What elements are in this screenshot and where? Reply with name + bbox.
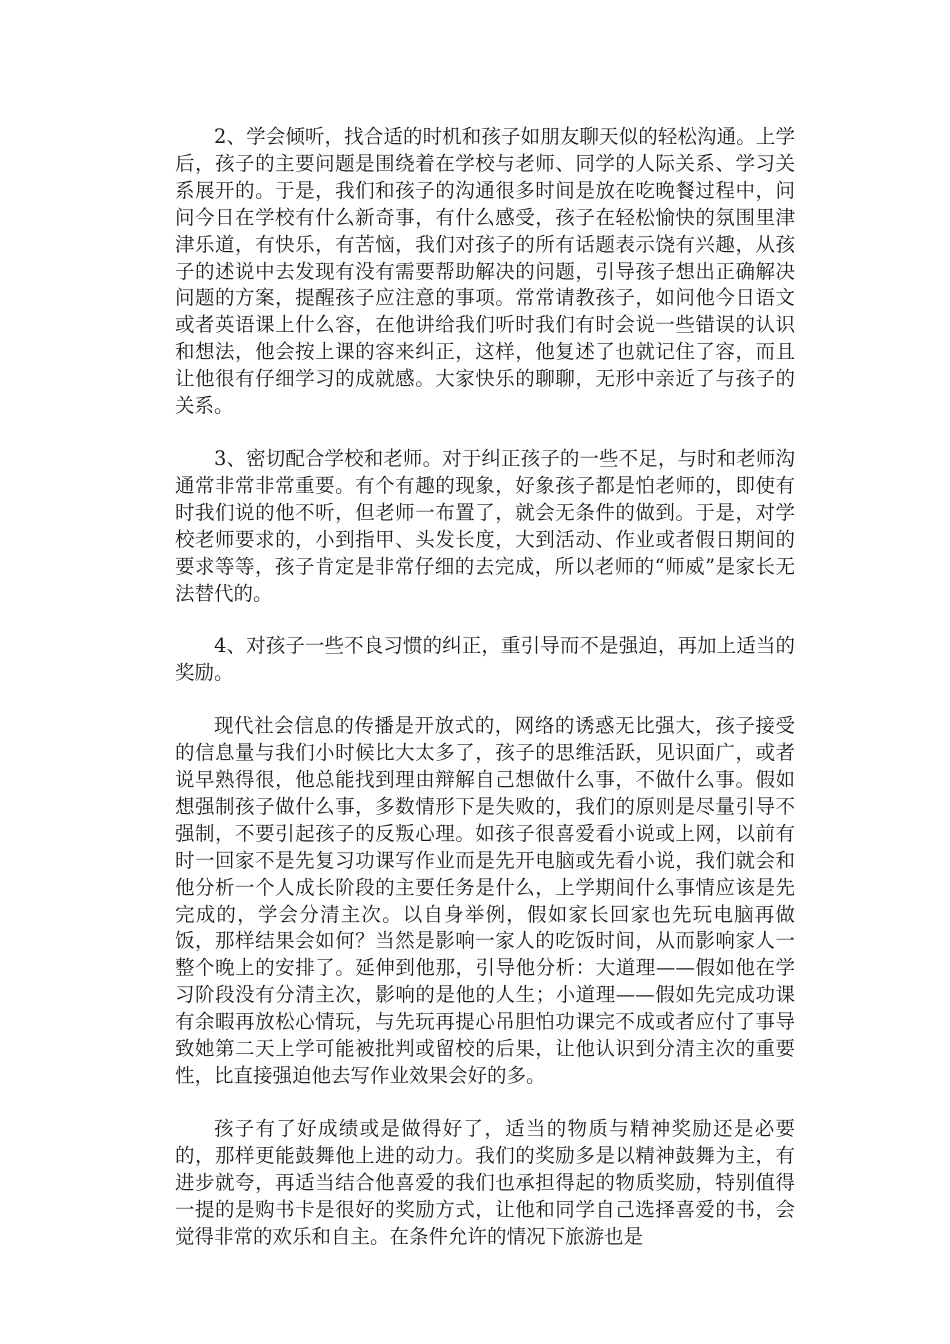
paragraph-school-cooperation: 3、密切配合学校和老师。对于纠正孩子的一些不足，与时和老师沟通常非常非常重要。有个有趣的现象，好象孩子都是怕老师的，即使有时我们说的他不听，但老师一布置了，就会无条件的做到。于是，对学校老师要求的，小到指甲、头发长度，大到活动、作业或者假日期间的要求等等，孩子肯定是非常仔细的去完成，所以老师的“师威”是家长无法替代的。 xyxy=(175,446,795,605)
paragraph-listening: 2、学会倾听，找合适的时机和孩子如朋友聊天似的轻松沟通。上学后，孩子的主要问题是围绕着在学校与老师、同学的人际关系、学习关系展开的。于是，我们和孩子的沟通很多时间是放在吃晚餐过程中，问问今日在学校有什么新奇事，有什么感受，孩子在轻松愉快的氛围里津津乐道，有快乐，有苦恼，我们对孩子的所有话题表示饶有兴趣，从孩子的述说中去发现有没有需要帮助解决的问题，引导孩子想出正确解决问题的方案，提醒孩子应注意的事项。常常请教孩子，如问他今日语文或者英语课上什么容，在他讲给我们听时我们有时会说一些错误的认识和想法，他会按上课的容来纠正，这样，他复述了也就记住了容，而且让他很有仔细学习的成就感。大家快乐的聊聊，无形中亲近了与孩子的关系。 xyxy=(175,125,795,418)
paragraph-modern-society: 现代社会信息的传播是开放式的，网络的诱惑无比强大，孩子接受的信息量与我们小时候比大太多了，孩子的思维活跃，见识面广，或者说早熟得很，他总能找到理由辩解自己想做什么事，不做什么事。假如想强制孩子做什么事，多数情形下是失败的，我们的原则是尽量引导不强制，不要引起孩子的反叛心理。如孩子很喜爱看小说或上网，以前有时一回家不是先复习功课写作业而是先开电脑或先看小说，我们就会和他分析一个人成长阶段的主要任务是什么，上学期间什么事情应该是先完成的，学会分清主次。以自身举例，假如家长回家也先玩电脑再做饭，那样结果会如何？当然是影响一家人的吃饭时间，从而影响家人一整个晚上的安排了。延伸到他那，引导他分析：大道理——假如他在学习阶段没有分清主次，影响的是他的人生；小道理——假如先完成功课有余暇再放松心情玩，与先玩再提心吊胆怕功课完不成或者应付了事导致她第二天上学可能被批判或留校的后果，让他认识到分清主次的重要性，比直接强迫他去写作业效果会好的多。 xyxy=(175,714,795,1087)
paragraph-habit-correction: 4、对孩子一些不良习惯的纠正，重引导而不是强迫，再加上适当的奖励。 xyxy=(175,634,795,685)
document-body xyxy=(175,124,795,1276)
paragraph-rewards: 孩子有了好成绩或是做得好了，适当的物质与精神奖励还是必要的，那样更能鼓舞他上进的动力。我们的奖励多是以精神鼓舞为主，有进步就夸，再适当结合他喜爱的我们也承担得起的物质奖励，特别值得一提的是购书卡是很好的奖励方式，让他和同学自己选择喜爱的书，会觉得非常的欢乐和自主。在条件允许的情况下旅游也是 xyxy=(175,1116,795,1248)
